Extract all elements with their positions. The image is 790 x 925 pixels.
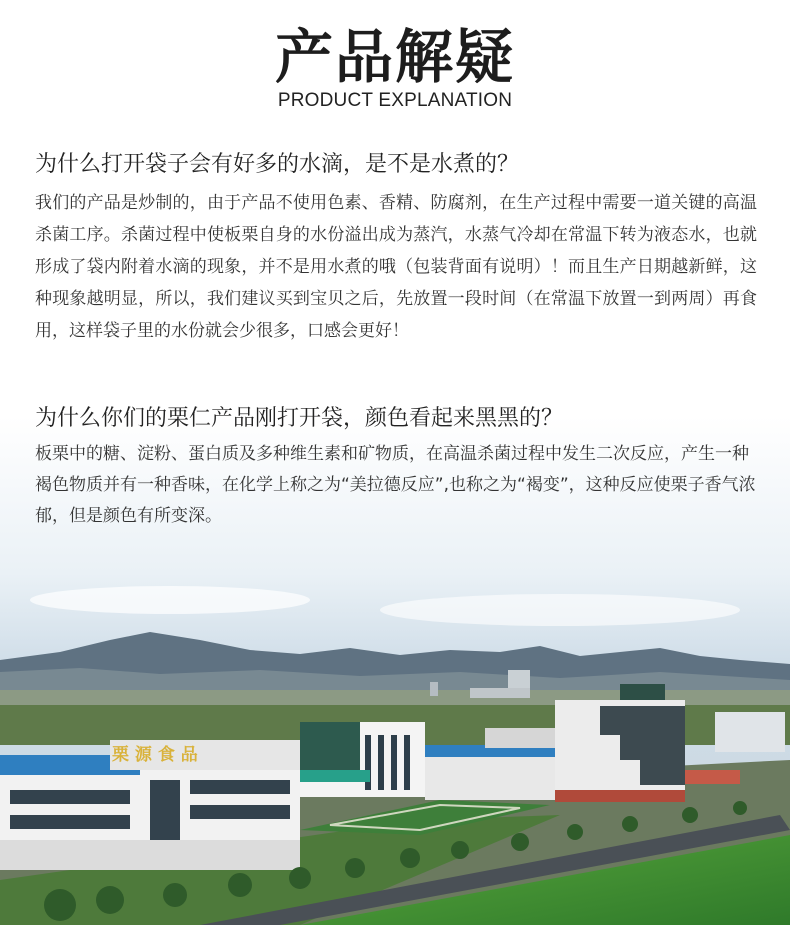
page-subtitle: PRODUCT EXPLANATION <box>277 90 513 111</box>
faq-answer-1: 我们的产品是炒制的，由于产品不使用色素、香精、防腐剂，在生产过程中需要一道关键的高温杀菌工序。杀菌过程中使板栗自身的水份溢出成为蒸汽，水蒸气冷却在常温下转为液态水，也就形成了袋内附着水滴的现象，并不是用水煮的哦（包装背面有说明）！而且生产日期越新鲜，这种现象越明显，所以，我们建议买到宝贝之后，先放置一段时间（在常温下放置一到两周）再食用，这样袋子里的水份就会少很多，口感会更好！ <box>35 193 757 341</box>
faq-answer-2: 板栗中的糖、淀粉、蛋白质及多种维生素和矿物质，在高温杀菌过程中发生二次反应，产生一种褐色物质并有一种香味，在化学上称之为“美拉德反应”,也称之为“褐变”，这种反应使栗子香气浓郁，但是颜色有所变深。 <box>35 444 756 526</box>
faq-question-1: 为什么打开袋子会有好多的水滴，是不是水煮的？ <box>35 152 520 177</box>
faq-question-2: 为什么你们的栗仁产品刚打开袋，颜色看起来黑黑的？ <box>35 406 564 431</box>
factory-sign: 栗 源 食 品 <box>112 745 198 765</box>
page-title: 产品解疑 <box>274 23 515 91</box>
